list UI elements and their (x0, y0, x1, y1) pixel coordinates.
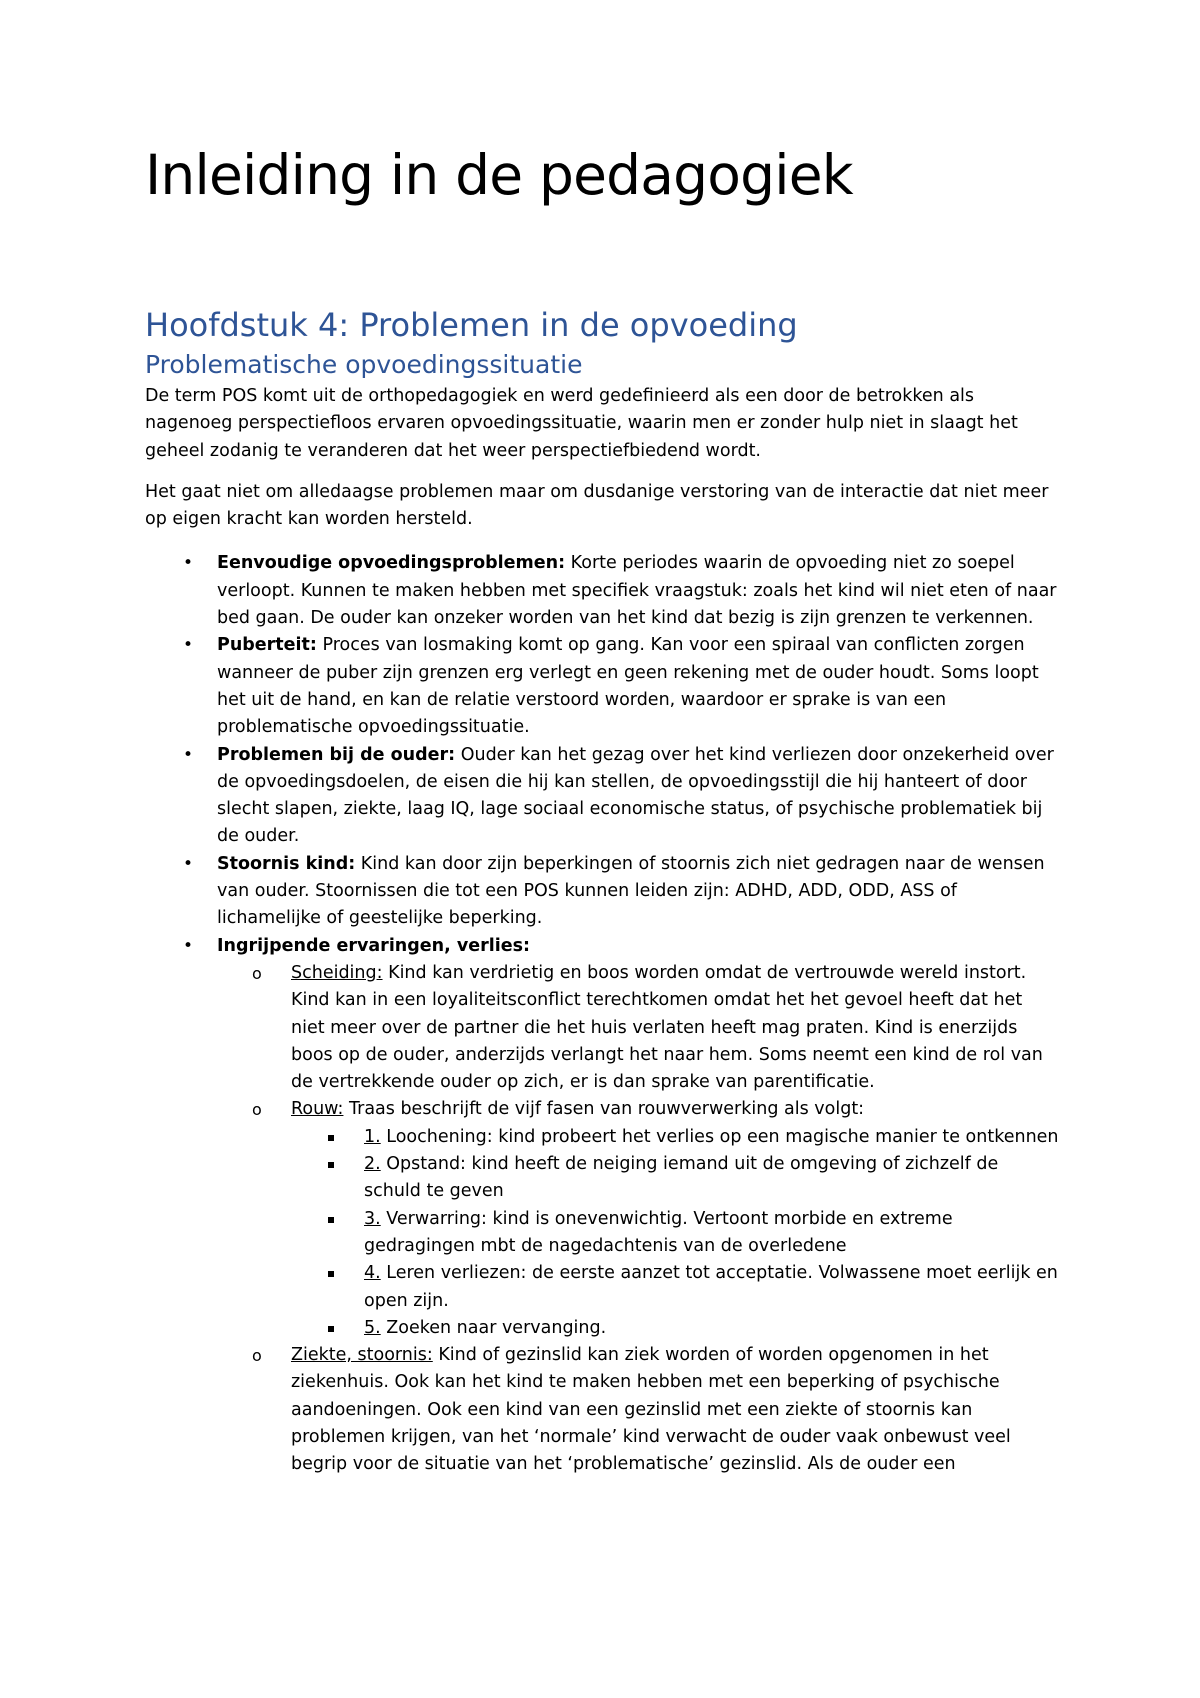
document-title: Inleiding in de pedagogiek (145, 143, 853, 207)
phase-number: 1. (364, 1126, 381, 1147)
list-item (145, 933, 1060, 1479)
bullet-term: Problemen bij de ouder: (217, 744, 456, 765)
sub-item-term: Scheiding: (291, 962, 383, 983)
bullet-term: Stoornis kind: (217, 853, 356, 874)
list-item (145, 851, 1060, 933)
sub-item-text: Kind kan verdrietig en boos worden omdat de vertrouwde wereld instort. Kind kan in een loyaliteitsconflict terechtkomen omdat het het gevoel heeft dat het niet meer over de partner die het huis verlaten heeft mag praten. Kind is enerzijds boos op de ouder, anderzijds verlangt het naar hem. Soms neemt een kind de rol van de vertrekkende ouder op zich, er is dan sprake van parentificatie. (291, 962, 1043, 1093)
bullet-term: Puberteit: (217, 635, 317, 656)
phase-list (291, 1124, 1060, 1342)
bullet-list (145, 550, 1060, 1478)
phase-item (145, 1206, 1060, 1261)
sub-list-item (145, 1342, 1060, 1478)
bullet-term: Ingrijpende ervaringen, verlies: (217, 935, 531, 956)
intro-paragraph: Het gaat niet om alledaagse problemen maar om dusdanige verstoring van de interactie dat niet meer op eigen kracht kan worden hersteld. (145, 481, 1049, 530)
list-item (145, 742, 1060, 851)
list-item (145, 550, 1060, 632)
sub-item-text: Kind of gezinslid kan ziek worden of worden opgenomen in het ziekenhuis. Ook kan het kind te maken hebben met een beperking of psychische aandoeningen. Ook een kind van een gezinslid met een ziekte of stoornis kan problemen krijgen, van het ‘normale’ kind verwacht de ouder vaak onbewust veel begrip voor de situatie van het ‘problematische’ gezinslid. Als de ouder een (291, 1345, 1011, 1475)
phase-text: Leren verliezen: de eerste aanzet tot acceptatie. Volwassene moet eerlijk en open zijn. (364, 1263, 1058, 1311)
bullet-term: Eenvoudige opvoedingsproblemen: (217, 553, 566, 574)
section-heading: Problematische opvoedingssituatie (145, 350, 583, 379)
phase-number: 5. (364, 1317, 381, 1338)
list-item (145, 632, 1060, 741)
phase-item (145, 1260, 1060, 1315)
chapter-heading: Hoofdstuk 4: Problemen in de opvoeding (145, 306, 798, 344)
bullet-text: Ouder kan het gezag over het kind verliezen door onzekerheid over de opvoedingsdoelen, de eisen die hij kan stellen, de opvoedingsstijl die hij hanteert of door slecht slapen, ziekte, laag IQ, lage sociaal economische status, of psychische problematiek bij de ouder. (217, 744, 1054, 847)
phase-text: Verwarring: kind is onevenwichtig. Vertoont morbide en extreme gedragingen mbt de nagedachtenis van de overledene (364, 1208, 953, 1256)
intro-paragraph: De term POS komt uit de orthopedagogiek en werd gedefinieerd als een door de betrokken als nagenoeg perspectiefloos ervaren opvoedingssituatie, waarin men er zonder hulp niet in slaagt het geheel zodanig te veranderen dat het weer perspectiefbiedend wordt. (145, 386, 1018, 461)
bullet-text: Kind kan door zijn beperkingen of stoornis zich niet gedragen naar de wensen van ouder. Stoornissen die tot een POS kunnen leiden zijn: ADHD, ADD, ODD, ASS of lichamelijke of geestelijke beperking. (217, 853, 1045, 929)
phase-number: 2. (364, 1154, 381, 1175)
phase-item (145, 1315, 1060, 1342)
phase-text: Opstand: kind heeft de neiging iemand uit de omgeving of zichzelf de schuld te geven (364, 1154, 999, 1202)
sub-item-term: Rouw: (291, 1099, 344, 1120)
phase-item (145, 1151, 1060, 1206)
phase-number: 3. (364, 1208, 381, 1229)
phase-text: Loochening: kind probeert het verlies op een magische manier te ontkennen (380, 1126, 1059, 1147)
document-body (145, 383, 1060, 1479)
sub-item-term: Ziekte, stoornis: (291, 1345, 433, 1366)
bullet-text: Proces van losmaking komt op gang. Kan voor een spiraal van conflicten zorgen wanneer de puber zijn grenzen erg verlegt en geen rekening met de ouder houdt. Soms loopt het uit de hand, en kan de relatie verstoord worden, waardoor er sprake is van een problematische opvoedingssituatie. (217, 635, 1039, 738)
sub-item-text: Traas beschrijft de vijf fasen van rouwverwerking als volgt: (343, 1099, 865, 1120)
sub-list-item (145, 1096, 1060, 1342)
bullet-text: Korte periodes waarin de opvoeding niet zo soepel verloopt. Kunnen te maken hebben met specifiek vraagstuk: zoals het kind wil niet eten of naar bed gaan. De ouder kan onzeker worden van het kind dat bezig is zijn grenzen te verkennen. (217, 553, 1057, 629)
phase-text: Zoeken naar vervanging. (380, 1317, 607, 1338)
sub-list-item (145, 960, 1060, 1096)
phase-number: 4. (364, 1263, 381, 1284)
sub-list (217, 960, 1060, 1479)
phase-item (145, 1124, 1060, 1151)
